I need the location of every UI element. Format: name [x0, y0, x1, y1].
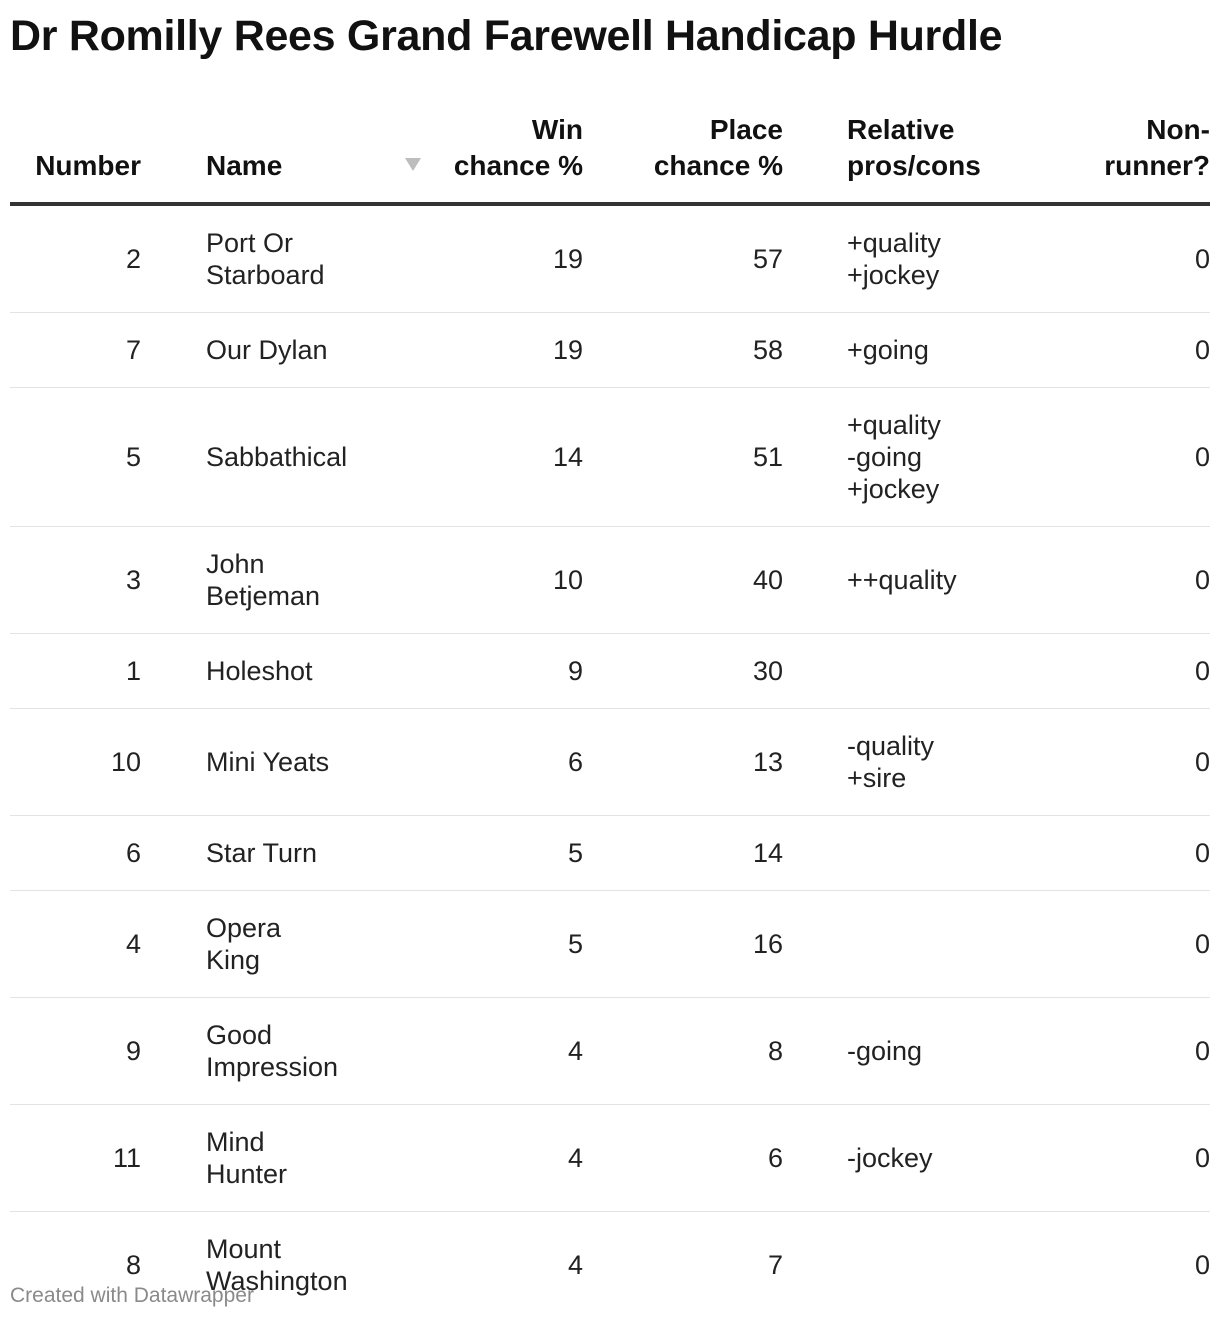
cell-non-runner: 0 [1194, 1250, 1210, 1280]
horse-name: Mind Hunter [206, 1127, 288, 1189]
horse-name: Mini Yeats [206, 747, 330, 777]
cell-place-chance: 14 [583, 816, 783, 891]
cell-win-chance: 4 [338, 998, 583, 1105]
table-row [10, 634, 1210, 709]
cell-non-runner: 0 [1023, 709, 1210, 816]
cell-number: 6 [10, 816, 142, 891]
cell-pros-cons: -jockey [783, 1105, 1023, 1212]
column-header-pros-cons[interactable] [783, 112, 1023, 204]
cell-pros-cons: ++quality [783, 527, 1023, 634]
cell-name [142, 709, 338, 816]
cell-place-chance: 58 [583, 313, 783, 388]
column-header-name[interactable] [142, 112, 338, 204]
cell-non-runner: 0 [1023, 1105, 1210, 1212]
cell-non-runner: 0 [1023, 388, 1210, 527]
data-table [10, 112, 1210, 1318]
cell-number: 3 [10, 527, 142, 634]
horse-name: Good Impression [206, 1020, 339, 1082]
cell-non-runner: 0 [1023, 891, 1210, 998]
cell-name [142, 1105, 338, 1212]
column-header-win-chance[interactable] [338, 112, 583, 204]
cell-name [142, 998, 338, 1105]
cell-place-chance: 57 [583, 204, 783, 313]
cell-non-runner: 0 [1023, 204, 1210, 313]
column-header-label: Win chance % [453, 114, 583, 181]
cell-name [142, 388, 348, 527]
column-header-label: Place chance % [653, 114, 783, 181]
cell-pros-cons: +going [783, 313, 1023, 388]
chart-title: Dr Romilly Rees Grand Farewell Handicap Hurdle [10, 12, 1003, 60]
cell-number: 2 [10, 204, 142, 313]
cell-place-chance: 51 [583, 388, 783, 527]
cell-number: 5 [10, 388, 142, 527]
cell-pros-cons [783, 816, 1023, 891]
horse-name: Port Or Starboard [206, 228, 325, 290]
cell-place-chance: 30 [583, 634, 783, 709]
cell-pros-cons [783, 1212, 1023, 1319]
cell-name [142, 634, 338, 709]
horse-name: Holeshot [206, 656, 313, 686]
cell-non-runner: 0 [1023, 816, 1210, 891]
column-header-label: Non-runner? [1104, 114, 1210, 181]
header-row [10, 112, 1210, 204]
cell-non-runner: 0 [1023, 527, 1210, 634]
horse-name: Star Turn [206, 838, 318, 868]
table-header [10, 112, 1210, 204]
table-row [10, 527, 1210, 634]
cell-number: 7 [10, 313, 142, 388]
cell-pros-cons [783, 634, 1023, 709]
cell-name [142, 816, 338, 891]
table-row [10, 204, 1210, 313]
cell-place-chance: 7 [767, 1250, 783, 1280]
cell-number: 1 [10, 634, 142, 709]
column-header-place-chance[interactable] [583, 112, 783, 204]
cell-place-chance: 13 [583, 709, 783, 816]
cell-win-chance: 19 [338, 204, 583, 313]
cell-number: 8 [125, 1250, 141, 1280]
cell-name [142, 204, 338, 313]
horse-name: Our Dylan [206, 335, 328, 365]
cell-non-runner: 0 [1023, 313, 1210, 388]
cell-name [142, 313, 338, 388]
cell-place-chance: 8 [583, 998, 783, 1105]
table-row [10, 1105, 1210, 1212]
cell-place-chance: 16 [583, 891, 783, 998]
cell-win-chance: 10 [338, 527, 583, 634]
column-header-label: Number [35, 150, 141, 181]
table-row [10, 709, 1210, 816]
cell-non-runner: 0 [1023, 998, 1210, 1105]
horse-name: Mount Washington [206, 1234, 348, 1296]
cell-pros-cons: -quality +sire [783, 709, 1023, 816]
cell-pros-cons: +quality -going +jockey [783, 388, 1023, 527]
table-row [10, 891, 1210, 998]
cell-win-chance: 4 [567, 1250, 583, 1280]
data-table-container [10, 112, 1210, 1318]
horse-name: John Betjeman [206, 549, 321, 611]
table-row [10, 388, 1210, 527]
cell-non-runner: 0 [1023, 634, 1210, 709]
cell-win-chance: 6 [338, 709, 583, 816]
cell-win-chance: 5 [338, 816, 583, 891]
table-row [10, 816, 1210, 891]
horse-name: Sabbathical [206, 442, 348, 472]
cell-win-chance: 5 [338, 891, 583, 998]
column-header-number[interactable] [10, 112, 142, 204]
cell-win-chance: 9 [338, 634, 583, 709]
cell-name [142, 527, 338, 634]
sort-descending-icon [405, 158, 421, 171]
cell-win-chance: 14 [338, 388, 583, 527]
cell-number: 9 [10, 998, 142, 1105]
cell-win-chance: 4 [338, 1105, 583, 1212]
cell-name [142, 891, 338, 998]
cell-pros-cons: -going [783, 998, 1023, 1105]
table-row [10, 313, 1210, 388]
cell-place-chance: 40 [583, 527, 783, 634]
cell-number: 10 [10, 709, 142, 816]
cell-number: 4 [10, 891, 142, 998]
footer-credit: Created with Datawrapper [10, 1284, 254, 1307]
column-header-label: Name [206, 150, 283, 181]
cell-place-chance: 6 [583, 1105, 783, 1212]
column-header-label: Relative pros/cons [847, 114, 981, 181]
cell-pros-cons [783, 891, 1023, 998]
cell-number: 11 [10, 1105, 142, 1212]
horse-name: Opera King [206, 913, 282, 975]
column-header-non-runner[interactable] [1023, 112, 1210, 204]
table-row [10, 998, 1210, 1105]
cell-pros-cons: +quality +jockey [783, 204, 1023, 313]
table-body [10, 204, 1210, 1318]
cell-win-chance: 19 [338, 313, 583, 388]
